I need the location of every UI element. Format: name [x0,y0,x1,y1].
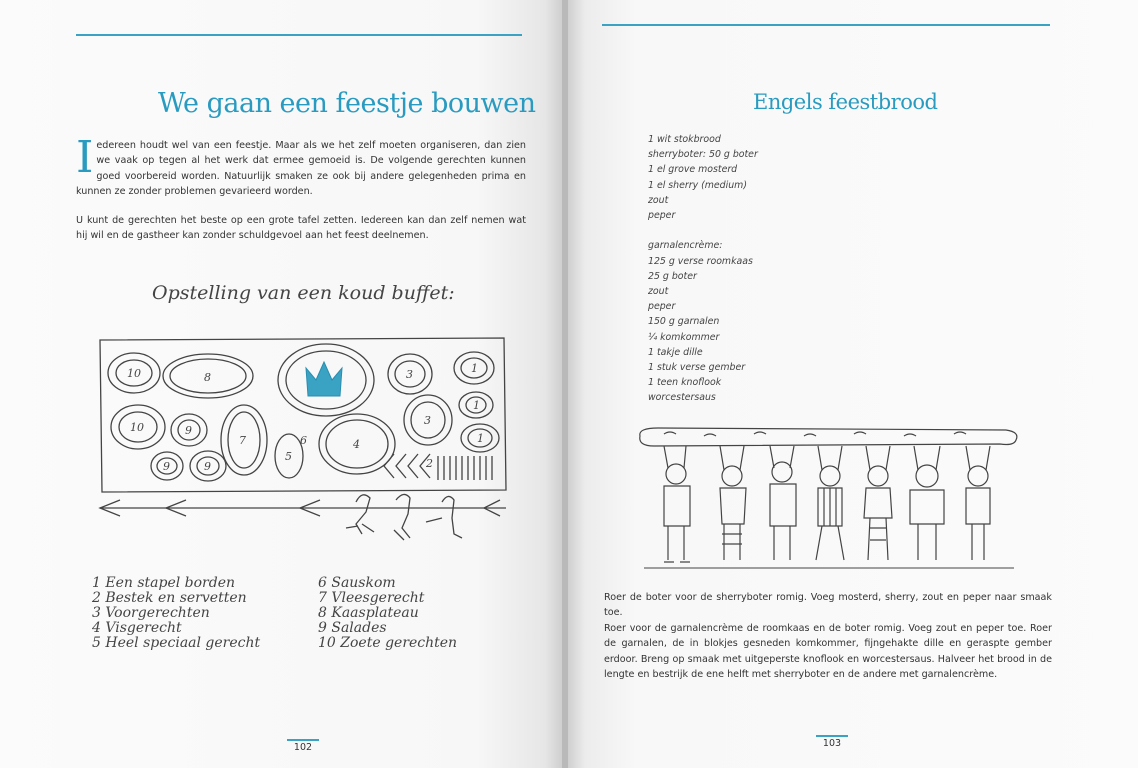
legend-item: 8 Kaasplateau [318,605,419,621]
top-rule [602,24,1050,26]
top-rule [76,34,522,36]
label-9b: 9 [163,460,170,473]
ingredient: worcestersaus [648,392,716,404]
ingredient: peper [648,301,676,313]
paragraph-2: U kunt de gerechten het beste op een grote tafel zetten. Iedereen kan dan zelf nemen wat hij wil en de gastheer kan zonder schuldgevoel aan het feest deelnemen. [76,215,526,242]
ingredient: 1 teen knoflook [648,377,722,389]
ingredient: peper [648,210,676,222]
dropcap: I [76,132,94,183]
legend-item: 9 Salades [318,620,387,636]
left-page [0,0,562,768]
crown-decoration [306,362,342,396]
label-1a: 1 [471,362,478,375]
legend-item: 6 Sauskom [318,575,396,591]
diagram-title: Opstelling van een koud buffet: [152,282,455,304]
ingredient: 150 g garnalen [648,316,720,328]
people-carrying-bread-illustration [634,424,1022,576]
figure-5 [864,446,892,560]
ingredient: 1 el grove mosterd [648,164,738,176]
label-10b: 10 [130,421,144,434]
figure-2 [720,446,746,560]
ingredient: 125 g verse roomkaas [648,255,753,267]
figure-6 [910,446,944,560]
legend-item: 10 Zoete gerechten [318,635,458,651]
label-4: 4 [353,438,360,451]
label-6: 6 [300,434,307,447]
label-8: 8 [204,371,211,384]
ingredient: 25 g boter [648,270,697,282]
recipe-title: Engels feestbrood [753,90,938,114]
ingredient: sherryboter: 50 g boter [648,149,758,161]
legend-item: 5 Heel speciaal gerecht [92,635,261,651]
intro-text: edereen houdt wel van een feestje. Maar als we het zelf moeten organiseren, dan zien we vaak op tegen al het werk dat ermee gemoeid is. De volgende gerechten kunnen goed voorbereid worden. Natuurlijk smaken ze ook bij andere gelegenheden prima en kunnen ze zonder problemen gevarieerd worden. [76,140,526,198]
label-7: 7 [239,434,246,447]
ingredient: zout [648,194,669,206]
ingredient: 1 el sherry (medium) [648,179,747,191]
label-1b: 1 [473,399,480,412]
intro-paragraph [76,132,526,200]
figure-7 [966,446,990,560]
right-page [568,0,1138,768]
ingredient: 1 stuk verse gember [648,362,746,374]
legend-item: 4 Visgerecht [92,620,182,636]
legend-left [92,576,260,651]
label-3b: 3 [424,414,431,427]
legend-item: 3 Voorgerechten [92,605,210,621]
ingredient: ¼ komkommer [648,331,720,343]
legend-item: 2 Bestek en servetten [92,590,247,606]
ingredient: zout [648,286,669,298]
instructions: Roer de boter voor de sherryboter romig. Voeg mosterd, sherry, zout en peper naar smaak toe. Roer voor de garnalencrème de roomkaas en de boter romig. Voeg zout en peper toe. Roer de garnalen, de in blokjes gesneden komkommer, fijngehakte dille en geraspte gember erdoor. Breng op smaak met uitgeperste knoflook en worcestersaus. Halveer het brood in de lengte en bestrijk de ene helft met sherryboter en de andere met garnalencrème. [604,592,1052,681]
ingredient: 1 wit stokbrood [648,134,721,145]
page-number: 103 [812,738,852,749]
page-title: We gaan een feestje bouwen [158,88,536,119]
label-1c: 1 [477,432,484,445]
bread-loaf [640,428,1017,446]
figure-4 [816,446,844,560]
label-9a: 9 [185,424,192,437]
figure-1 [664,446,690,562]
legend-item: 7 Vleesgerecht [318,590,425,606]
legend-right [318,576,457,651]
ingredient: garnalencrème: [648,240,723,252]
legend-item: 1 Een stapel borden [92,575,236,591]
label-3a: 3 [406,368,413,381]
ingredients-list [648,132,758,406]
label-9c: 9 [204,460,211,473]
label-10a: 10 [127,367,141,380]
figure-3 [770,446,796,560]
buffet-diagram [94,332,510,554]
ingredient: 1 takje dille [648,346,703,358]
label-2: 2 [426,457,433,470]
page-number: 102 [283,742,323,753]
label-5: 5 [285,450,292,463]
